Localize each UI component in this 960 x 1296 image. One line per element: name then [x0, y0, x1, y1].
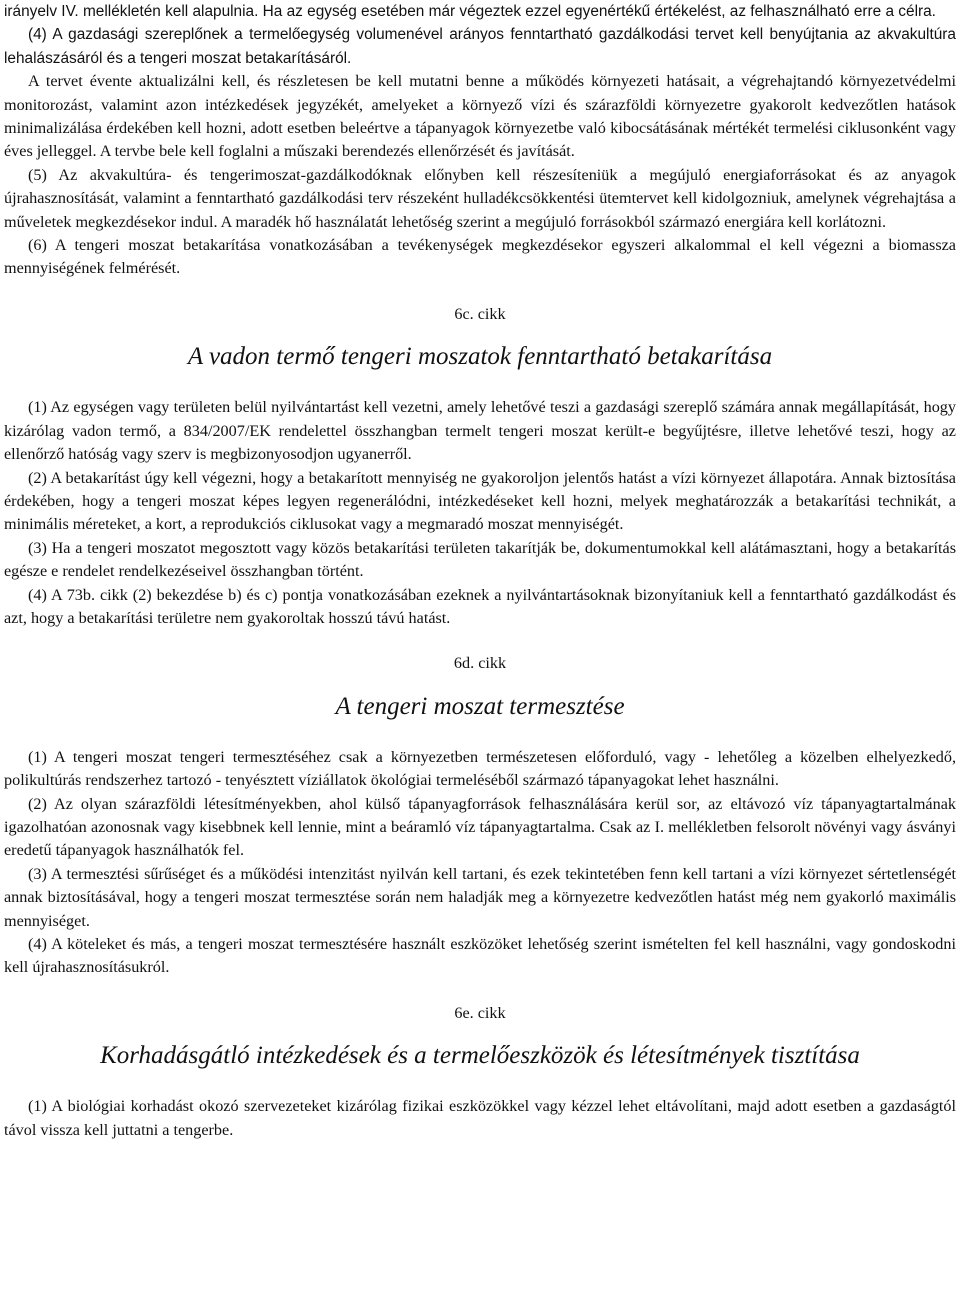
article-6e-title: Korhadásgátló intézkedések és a termelőeszközök és létesítmények tisztítása [100, 1042, 860, 1070]
paragraph-6b-4: (4) A gazdasági szereplőnek a termelőegység volumenével arányos fenntartható gazdálkodási tervet kell benyújtania az akvakultúra lehalászásáról és a tengeri moszat betakarításáról. [4, 26, 956, 67]
paragraph-6b-5: (5) Az akvakultúra- és tengerimoszat-gazdálkodóknak előnyben kell részesíteniük a megújuló energiaforrásokat és az anyagok újrahasznosítását, valamint a fenntartható gazdálkodási terv részeként hulladékcsökkentési ütemtervet kell kidolgozniuk, amelynek végrehajtása a műveletek megkezdésekor indul. A maradék hő használatát lehetőség szerint a megújuló forrásokból származó energiára kell korlátozni. [4, 165, 956, 231]
article-6d-paragraph-3: (3) A termesztési sűrűséget és a működési intenzitást nyilván kell tartani, és ezek tekintetében fenn kell tartani a vízi környezet sértetlenségét annak biztosításával, hogy a tengeri moszat termesztése során nem haladják meg a környezetre kedvezőtlen hatást még nem gyakorló maximális mennyiséget. [4, 864, 956, 930]
article-6e-number: 6e. cikk [454, 1003, 506, 1022]
article-6c-paragraph-3: (3) Ha a tengeri moszatot megosztott vagy közös betakarítási területen takarítják be, dokumentumokkal kell alátámasztani, hogy a betakarítás egésze e rendelet rendelkezéseivel összhangban történt. [4, 538, 956, 581]
sans-text-block [4, 0, 956, 70]
article-6c-number: 6c. cikk [454, 304, 506, 323]
article-6d-paragraph-4: (4) A köteleket és más, a tengeri moszat termesztésére használt eszközöket lehetőség szerint ismételten fel kell használni, vagy gondoskodni kell újrahasznosításukról. [4, 935, 956, 977]
article-6d-paragraph-1: (1) A tengeri moszat tengeri termesztéséhez csak a környezetben természetesen előforduló, vagy - lehetőleg a közelben elhelyezkedő, polikultúrás rendszerhez tartozó - tenyésztett víziállatok ökológiai termeléséből származó tápanyagokat lehet használni. [4, 747, 956, 790]
document-page [4, 0, 956, 1142]
article-6c-paragraph-2: (2) A betakarítást úgy kell végezni, hogy a betakarított mennyiség ne gyakoroljon jelentős hatást a vízi környezet állapotára. Annak biztosítása érdekében, hogy a tengeri moszat képes legyen regenerálódni, intézkedéseket kell hozni, melyek meghatározzák a betakarítási technikát, a minimális méreteket, a kort, a reprodukciós ciklusokat vagy a megmaradó moszat mennyiségét. [4, 468, 956, 534]
paragraph-annex-iv-assessment: irányelv IV. mellékletén kell alapulnia. Ha az egység esetében már végeztek ezzel egyenértékű értékelést, az felhasználható erre a célra. [4, 3, 936, 20]
article-6e-paragraph-1: (1) A biológiai korhadást okozó szervezeteket kizárólag fizikai eszközökkel vagy kézzel lehet eltávolítani, majd adott esetben a gazdaságtól távol vissza kell juttatni a tengerbe. [4, 1097, 956, 1139]
article-6c-paragraph-1: (1) Az egységen vagy területen belül nyilvántartást kell vezetni, amely lehetővé teszi a gazdasági szereplő számára annak megállapítását, hogy kizárólag vadon termő, a 834/2007/EK rendelettel összhangban termelt tengeri moszat került-e begyűjtésre, illetve lehetővé teszi, hogy az ellenőrző hatóság vagy szerv is megbizonyosodjon ugyanerről. [4, 398, 956, 464]
paragraph-6b-6: (6) A tengeri moszat betakarítása vonatkozásában a tevékenységek megkezdésekor egyszeri alkalommal el kell végezni a biomassza mennyiségének felmérését. [4, 236, 956, 278]
paragraph-6b-4-cont: A tervet évente aktualizálni kell, és részletesen be kell mutatni benne a működés környezeti hatásait, a végrehajtandó környezetvédelmi monitorozást, valamint azon intézkedések jegyzékét, amelyeket a környező vízi és szárazföldi környezetre gyakorolt kedvezőtlen hatások minimalizálása érdekében kell hozni, adott esetben beleértve a tápanyagok környezetbe való kibocsátásának mértékét termelési ciklusonként vagy éves jelleggel. A tervbe bele kell foglalni a műszaki berendezés ellenőrzését és javítását. [4, 72, 956, 161]
article-6d-title: A tengeri moszat termesztése [335, 692, 625, 720]
article-6d-paragraph-2: (2) Az olyan szárazföldi létesítményekben, ahol külső tápanyagforrások felhasználására kerül sor, az eltávozó víz tápanyagtartalmának igazolhatóan azonosnak vagy kisebbnek kell lennie, mint a beáramló víz tápanyagtartalma. Csak az I. mellékletben felsorolt növényi vagy ásványi eredetű tápanyagok használhatók fel. [4, 794, 956, 860]
article-6c-title: A vadon termő tengeri moszatok fenntartható betakarítása [187, 343, 773, 371]
article-6c-paragraph-4: (4) A 73b. cikk (2) bekezdése b) és c) pontja vonatkozásában ezeknek a nyilvántartásoknak bizonyítaniuk kell a fenntartható gazdálkodást és azt, hogy a betakarítási területre nem gyakoroltak hosszú távú hatást. [4, 585, 956, 627]
article-6d-number: 6d. cikk [453, 654, 507, 673]
